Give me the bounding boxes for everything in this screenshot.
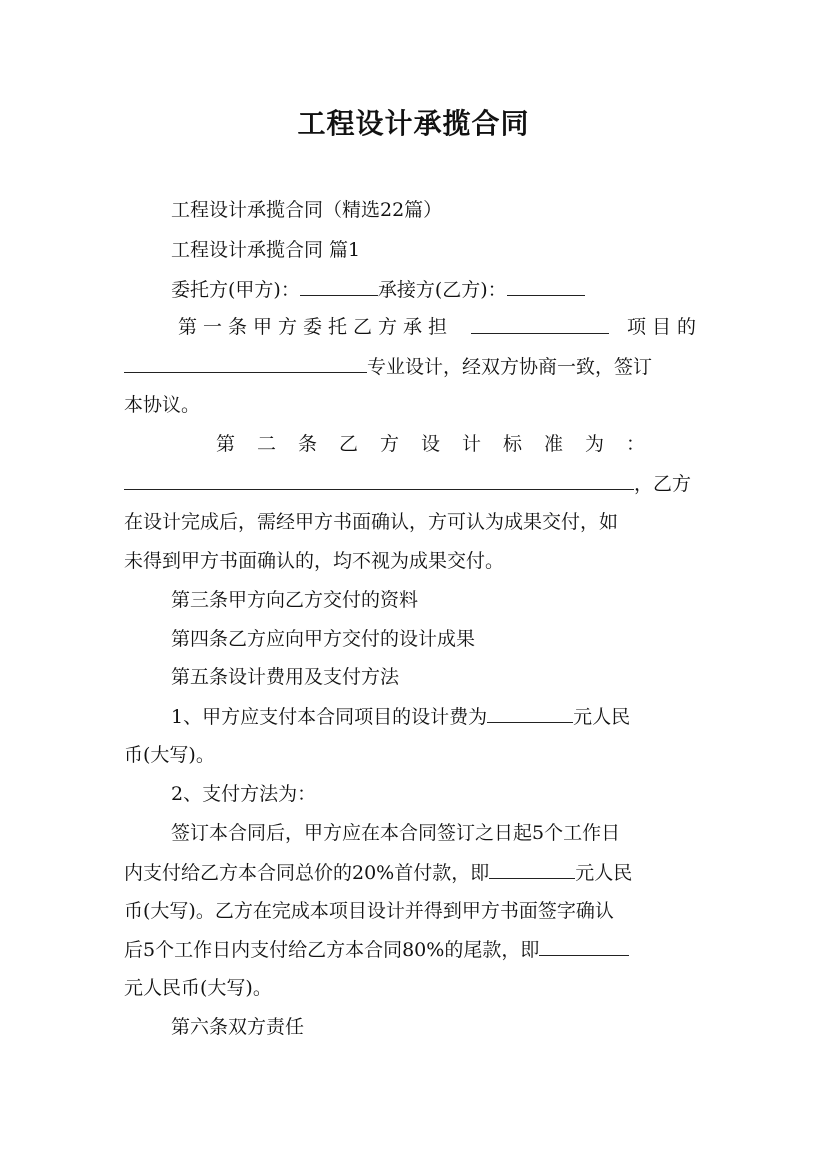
fee-unit: 元人民: [573, 706, 631, 728]
article-1-tail: 项目的: [626, 316, 702, 338]
fee-line: [171, 702, 702, 731]
client-label: 委托方(甲方)：: [171, 279, 300, 301]
contractor-blank: [507, 275, 585, 296]
article-2-tail: ，乙方: [634, 473, 692, 495]
parties-line: [171, 275, 702, 304]
final-payment-blank: [539, 935, 629, 956]
article-2-line-4: 未得到甲方书面确认的，均不视为成果交付。: [124, 550, 505, 572]
down-payment-unit: 元人民: [575, 862, 633, 884]
article-2-line: 第二条乙方设计标准为：: [216, 433, 668, 455]
article-2-line-2: [124, 469, 702, 498]
article-1-line: [178, 313, 702, 341]
article-5-heading: 第五条设计费用及支付方法: [171, 666, 400, 688]
section-heading: 工程设计承揽合同 篇1: [171, 239, 361, 261]
article-6-heading: 第六条双方责任: [171, 1016, 305, 1038]
document-title: 工程设计承揽合同: [297, 107, 530, 140]
payment-line-3: 币(大写)。乙方在完成本项目设计并得到甲方书面签字确认: [124, 900, 614, 922]
down-payment-blank: [489, 858, 575, 879]
payment-line-1: 签订本合同后，甲方应在本合同签订之日起5个工作日: [171, 822, 621, 844]
payment-line-4: [124, 935, 702, 964]
subtitle-line: 工程设计承揽合同（精选22篇）: [171, 199, 443, 221]
project-blank: [471, 313, 609, 334]
contractor-label: 承接方(乙方)：: [377, 279, 507, 301]
article-1-text: 第一条甲方委托乙方承担: [178, 316, 454, 338]
final-payment-text: 后5个工作日内支付给乙方本合同80%的尾款，即: [124, 939, 540, 961]
payment-line-2: [124, 858, 702, 887]
article-3-heading: 第三条甲方向乙方交付的资料: [171, 589, 419, 611]
article-1-line-3: 本协议。: [124, 394, 201, 416]
down-payment-text: 内支付给乙方本合同总价的20%首付款，即: [124, 862, 490, 884]
standard-blank: [124, 469, 634, 490]
article-1-line-2: [124, 352, 702, 381]
payment-line-5: 元人民币(大写)。: [124, 977, 272, 999]
client-blank: [300, 275, 378, 296]
article-4-heading: 第四条乙方应向甲方交付的设计成果: [171, 628, 476, 650]
payment-heading: 2、支付方法为：: [171, 783, 317, 805]
article-2-line-3: 在设计完成后，需经甲方书面确认，方可认为成果交付，如: [124, 511, 619, 533]
fee-line-2: 币(大写)。: [124, 744, 215, 766]
fee-text: 1、甲方应支付本合同项目的设计费为: [171, 706, 488, 728]
fee-blank: [487, 702, 573, 723]
specialty-blank: [124, 352, 367, 373]
article-1-text-2: 专业设计，经双方协商一致，签订: [367, 356, 653, 378]
